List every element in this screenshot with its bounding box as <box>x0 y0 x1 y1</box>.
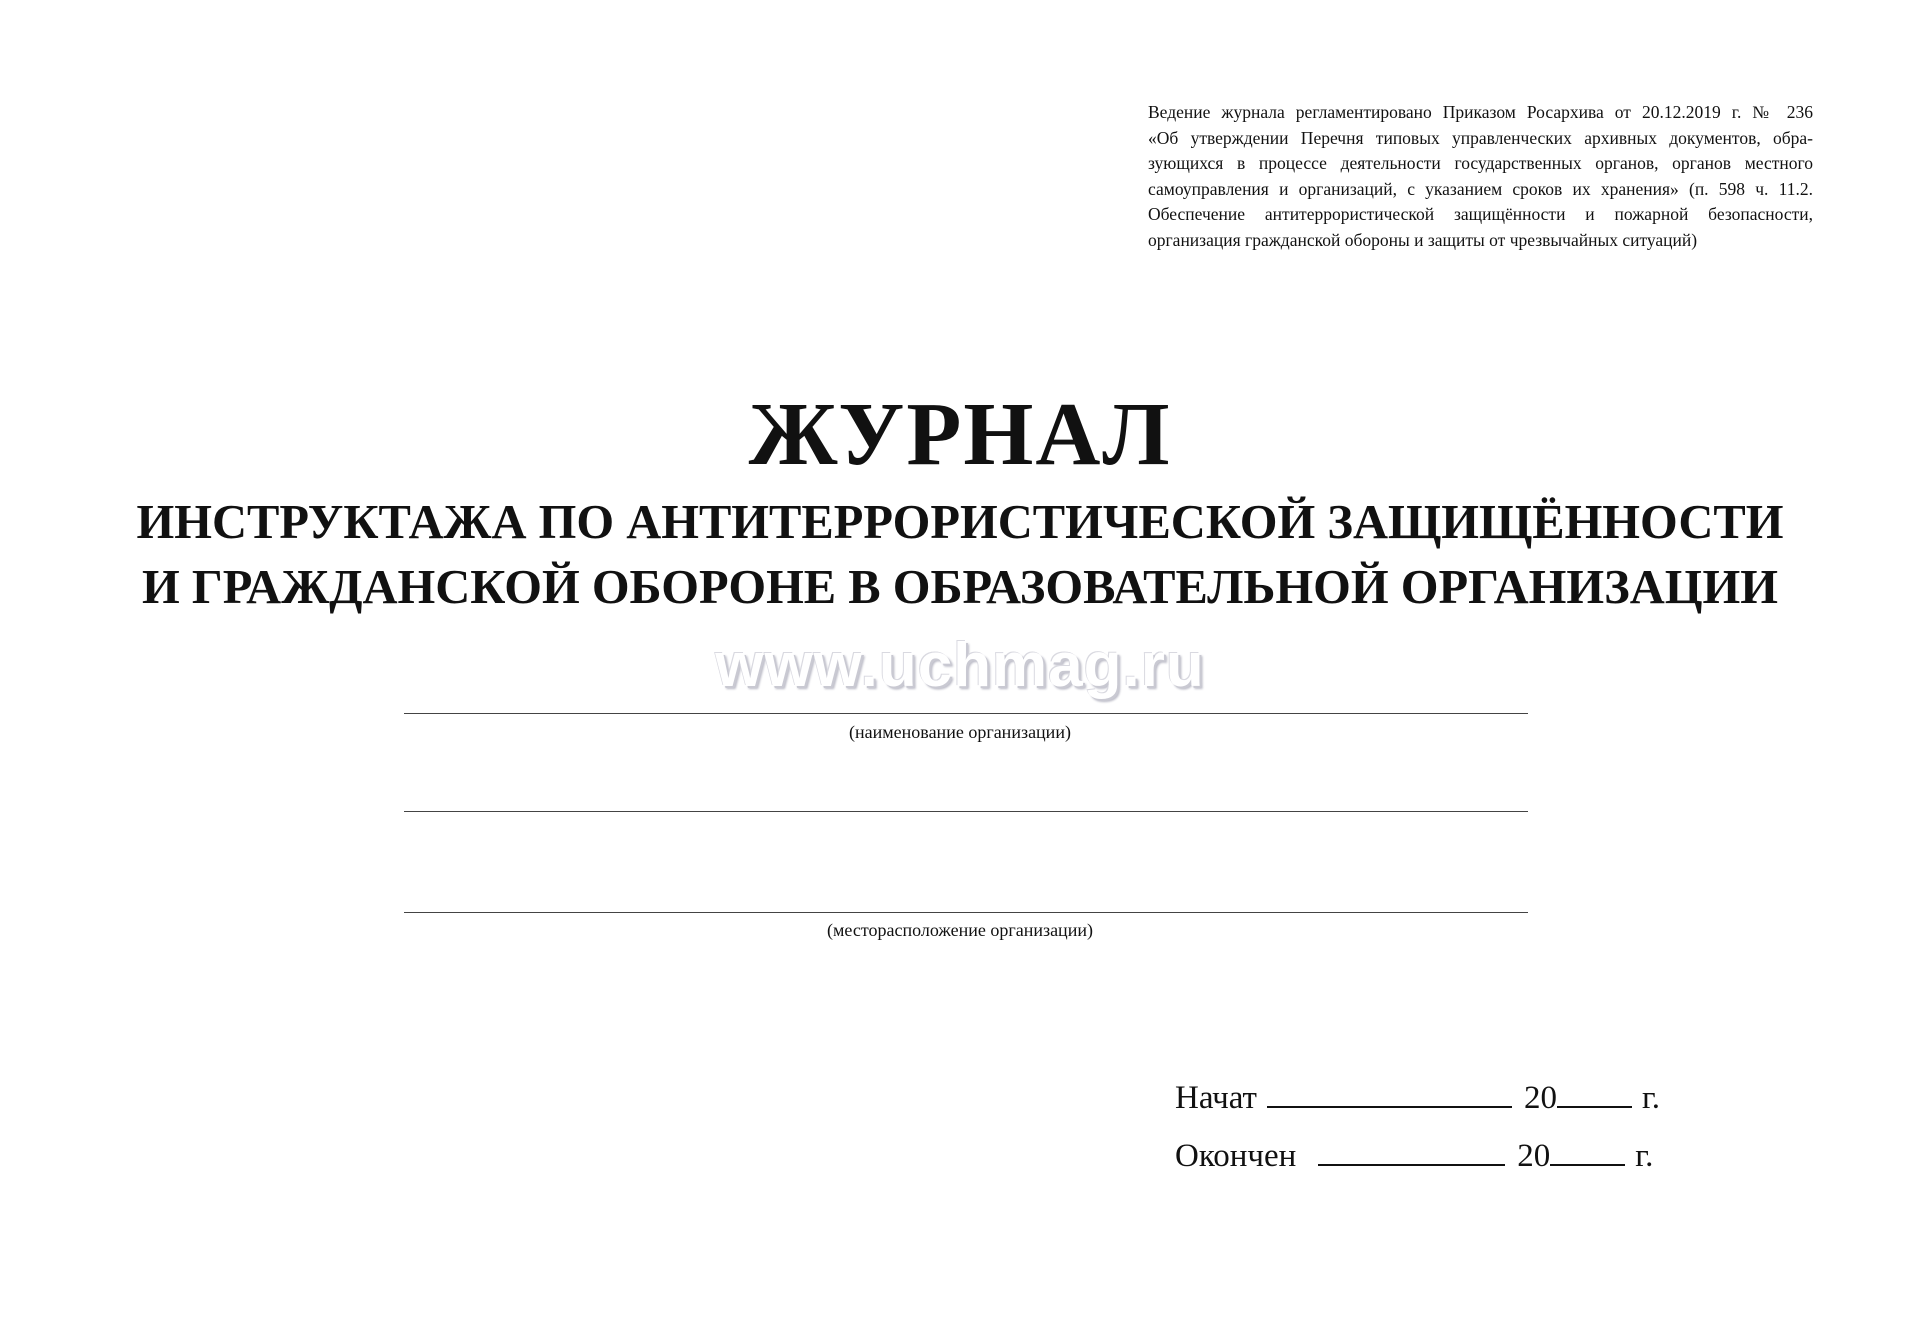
legal-note-line: «Об утверждении Перечня типовых управленческих архивных документов, обра- <box>1148 127 1813 148</box>
legal-note-line: самоуправления и организаций, с указанием сроков их хранения» (п. 598 ч. 11.2. <box>1148 178 1813 199</box>
started-date-blank <box>1267 1078 1512 1108</box>
legal-note-line: организация гражданской обороны и защиты от чрезвычайных ситуаций) <box>1148 229 1698 250</box>
started-year-prefix: 20 <box>1523 1080 1557 1116</box>
legal-note-line: Ведение журнала регламентировано Приказом Росархива от 20.12.2019 г. № 236 <box>1148 102 1813 122</box>
org-location-caption: (месторасположение организации) <box>827 920 1093 940</box>
ended-year-blank <box>1550 1136 1625 1166</box>
ended-label: Окончен <box>1175 1138 1297 1174</box>
legal-note-line: зующихся в процессе деятельности государственных органов, органов местного <box>1148 153 1813 173</box>
ended-date-row <box>1175 1136 1653 1176</box>
legal-note-line: Обеспечение антитеррористической защищённости и пожарной безопасности, <box>1148 204 1813 224</box>
started-date-row <box>1175 1078 1660 1118</box>
subtitle-line-1: ИНСТРУКТАЖА ПО АНТИТЕРРОРИСТИЧЕСКОЙ ЗАЩИЩЁННОСТИ <box>136 496 1784 549</box>
started-year-blank <box>1557 1078 1632 1108</box>
org-name-line <box>404 713 1528 714</box>
started-year-suffix: г. <box>1641 1080 1661 1116</box>
org-name-line-2 <box>404 811 1528 812</box>
ended-year-prefix: 20 <box>1517 1138 1551 1174</box>
ended-date-blank <box>1318 1136 1505 1166</box>
watermark: www.uchmag.ru <box>715 631 1205 700</box>
subtitle-line-2: И ГРАЖДАНСКОЙ ОБОРОНЕ В ОБРАЗОВАТЕЛЬНОЙ ОРГАНИЗАЦИИ <box>142 561 1778 614</box>
page-title: ЖУРНАЛ <box>748 385 1172 484</box>
started-label: Начат <box>1175 1080 1257 1116</box>
ended-year-suffix: г. <box>1635 1138 1654 1174</box>
org-location-line <box>404 912 1528 913</box>
legal-note <box>1148 100 1813 253</box>
org-name-caption: (наименование организации) <box>849 722 1071 742</box>
